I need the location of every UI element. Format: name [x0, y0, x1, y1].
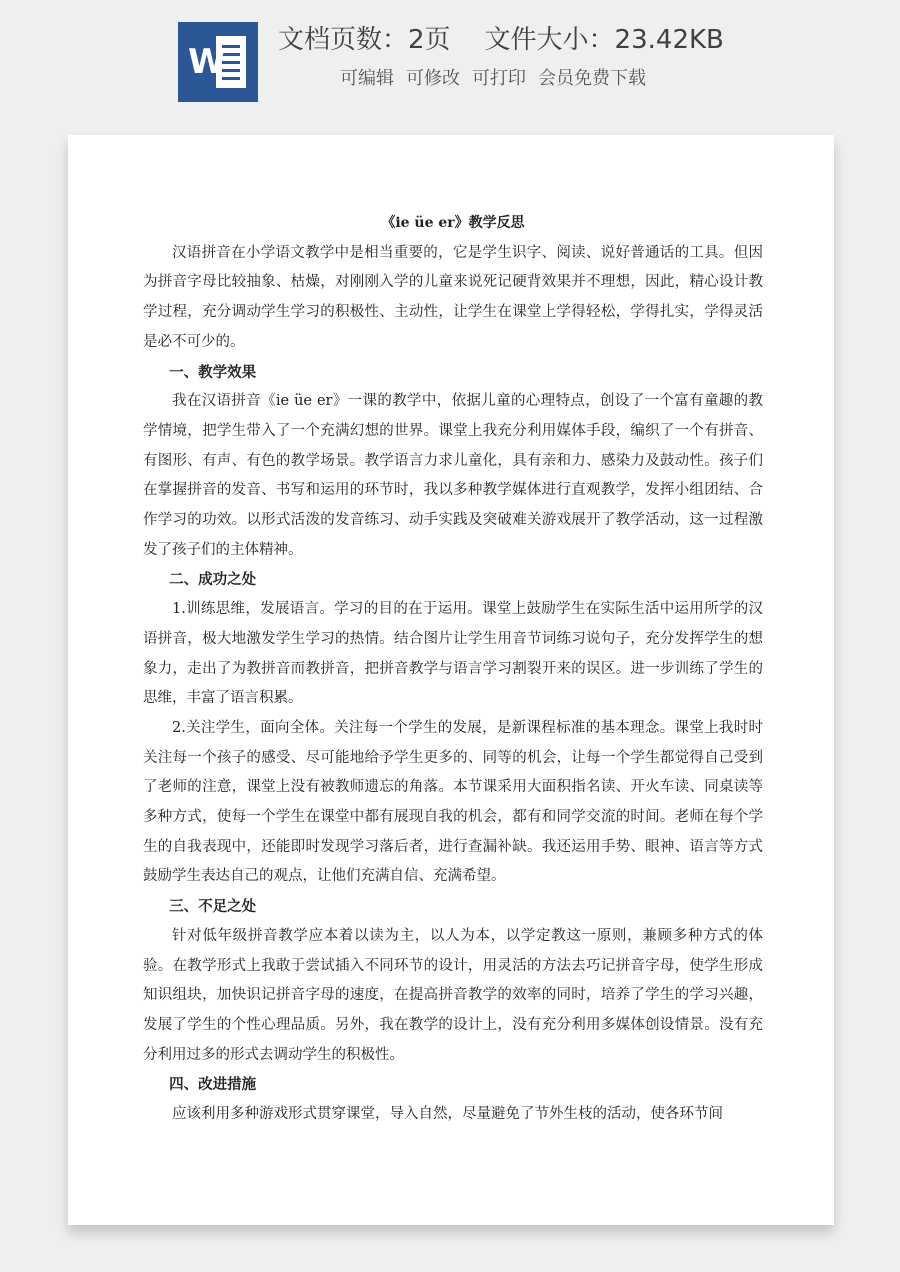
section-paragraph: 针对低年级拼音教学应本着以读为主，以人为本，以学定教这一原则，兼顾多种方式的体验。在教学形式上我敢于尝试插入不同环节的设计，用灵活的方法去巧记拼音字母，使学生形成知识组块，加快识记拼音字母的速度，在提高拼音教学的效率的同时，培养了学生的学习兴趣，发展了学生的个性心理品质。另外，我在教学的设计上，没有充分利用多媒体创设情景。没有充分利用过多的形式去调动学生的积极性。 — [143, 927, 763, 1063]
header-banner — [0, 0, 900, 125]
feature-modifiable: 可修改 — [406, 68, 460, 89]
feature-free-download: 会员免费下载 — [538, 68, 646, 89]
feature-editable: 可编辑 — [340, 68, 394, 89]
intro-paragraph: 汉语拼音在小学语文教学中是相当重要的，它是学生识字、阅读、说好普通话的工具。但因为拼音字母比较抽象、枯燥，对刚刚入学的儿童来说死记硬背效果并不理想，因此，精心设计教学过程，充分调动学生学习的积极性、主动性，让学生在课堂上学得轻松，学得扎实，学得灵活是必不可少的。 — [143, 244, 763, 350]
section-heading-effect: 一、教学效果 — [169, 363, 257, 381]
feature-list — [340, 64, 658, 94]
section-heading-shortcomings: 三、不足之处 — [169, 898, 257, 916]
page-count: 文档页数：2页 — [278, 25, 451, 55]
word-document-icon — [178, 22, 258, 102]
document-meta — [278, 20, 758, 60]
document-body — [143, 209, 763, 1130]
section-heading-improvements: 四、改进措施 — [169, 1076, 257, 1094]
document-title: 《ie üe er》教学反思 — [381, 215, 525, 231]
section-paragraph: 我在汉语拼音《ie üe er》一课的教学中，依据儿童的心理特点，创设了一个富有童趣的教学情境，把学生带入了一个充满幻想的世界。课堂上我充分利用媒体手段，编织了一个有拼音、有图形、有声、有色的教学场景。教学语言力求儿童化，具有亲和力、感染力及鼓动性。孩子们在掌握拼音的发音、书写和运用的环节时，我以多种教学媒体进行直观教学，发挥小组团结、合作学习的功效。以形式活泼的发音练习、动手实践及突破难关游戏展开了教学活动，这一过程激发了孩子们的主体精神。 — [143, 393, 763, 558]
document-page — [68, 135, 834, 1225]
section-paragraph: 1.训练思维，发展语言。学习的目的在于运用。课堂上鼓励学生在实际生活中运用所学的汉语拼音，极大地激发学生学习的热情。结合图片让学生用音节词练习说句子，充分发挥学生的想象力，走出了为教拼音而教拼音，把拼音教学与语言学习割裂开来的误区。进一步训练了学生的思维，丰富了语言积累。 — [143, 601, 763, 707]
feature-printable: 可打印 — [472, 68, 526, 89]
logo-letter: W — [188, 42, 226, 82]
file-size: 文件大小：23.42KB — [484, 25, 724, 55]
section-paragraph: 2.关注学生，面向全体。关注每一个学生的发展，是新课程标准的基本理念。课堂上我时时关注每一个孩子的感受、尽可能地给予学生更多的、同等的机会，让每一个学生都觉得自己受到了老师的注意，课堂上没有被教师遗忘的角落。本节课采用大面积指名读、开火车读、同桌读等多种方式，使每一个学生在课堂中都有展现自我的机会，都有和同学交流的时间。老师在每个学生的自我表现中，还能即时发现学习落后者，进行查漏补缺。我还运用手势、眼神、语言等方式鼓励学生表达自己的观点，让他们充满自信、充满希望。 — [143, 719, 763, 885]
section-paragraph: 应该利用多种游戏形式贯穿课堂，导入自然，尽量避免了节外生枝的活动，使各环节间 — [172, 1106, 723, 1123]
section-heading-success: 二、成功之处 — [169, 571, 257, 589]
